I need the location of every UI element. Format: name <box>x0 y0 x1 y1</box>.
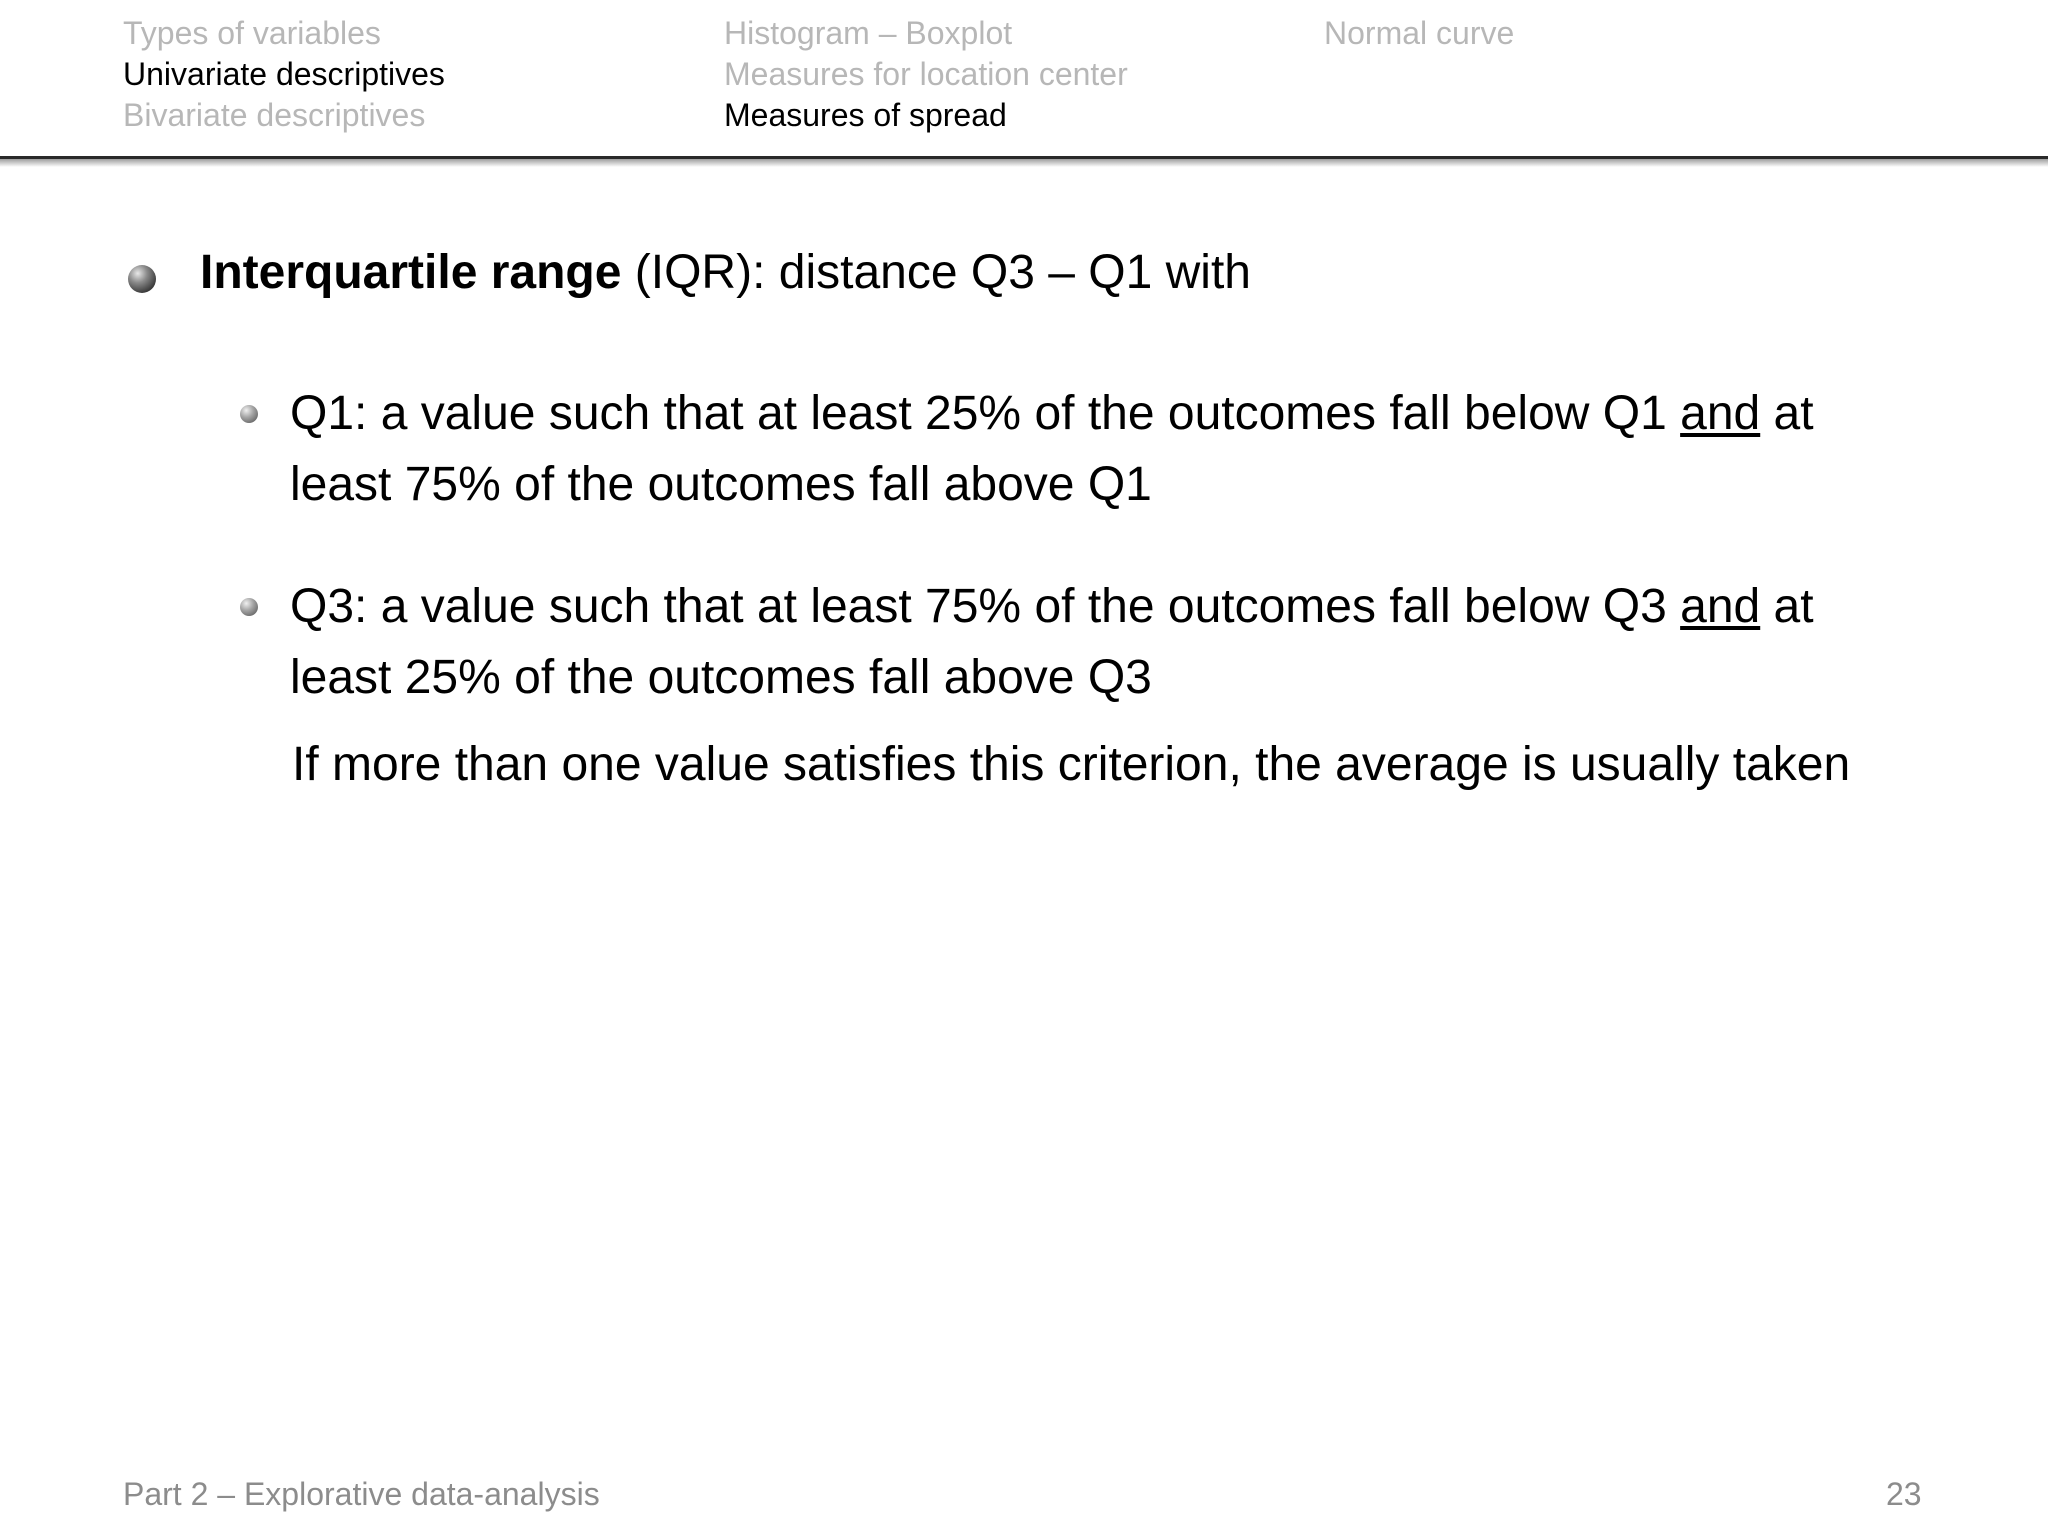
nav-item-measures-location-center[interactable]: Measures for location center <box>724 56 1128 92</box>
sub-bullet-q3-line2: least 25% of the outcomes fall above Q3 <box>290 651 1152 704</box>
sub-bullet-dot-icon <box>240 405 258 423</box>
sub-bullet-q3-text: Q3: a value such that at least 75% of the outcomes fall below Q3 <box>290 580 1681 633</box>
sub-bullet-q3-underlined-and: and <box>1680 580 1761 633</box>
sub-bullet-q1-line2: least 75% of the outcomes fall above Q1 <box>290 458 1152 511</box>
sub-bullet-q3-line1 <box>290 571 1970 642</box>
averaging-note: If more than one value satisfies this criterion, the average is usually taken <box>292 738 1851 791</box>
main-bullet-term: Interquartile range <box>200 246 622 299</box>
main-bullet <box>200 243 1251 303</box>
sub-bullet-q1 <box>290 378 1970 520</box>
main-bullet-text: (IQR): distance Q3 – Q1 with <box>621 246 1251 299</box>
nav-column-3 <box>1324 13 1514 54</box>
nav-item-bivariate-descriptives[interactable]: Bivariate descriptives <box>123 97 426 133</box>
sub-bullet-q1-line1 <box>290 378 1970 449</box>
sub-bullet-q1-text: Q1: a value such that at least 25% of the outcomes fall below Q1 <box>290 387 1681 440</box>
nav-column-1 <box>123 13 445 136</box>
section-navigation <box>0 0 2048 158</box>
sub-bullet-q3-text-end: at <box>1760 580 1814 633</box>
footer-page-number: 23 <box>1886 1476 1922 1512</box>
nav-item-types-of-variables[interactable]: Types of variables <box>123 15 381 51</box>
nav-item-univariate-descriptives[interactable]: Univariate descriptives <box>123 56 445 92</box>
nav-item-measures-of-spread[interactable]: Measures of spread <box>724 97 1007 133</box>
nav-item-normal-curve[interactable]: Normal curve <box>1324 15 1515 51</box>
header-shadow <box>0 159 2048 167</box>
sub-bullet-q3 <box>290 571 1970 713</box>
nav-item-histogram-boxplot[interactable]: Histogram – Boxplot <box>724 15 1013 51</box>
sub-bullet-dot-icon <box>240 598 258 616</box>
sub-bullet-q1-underlined-and: and <box>1680 387 1761 440</box>
sub-bullet-q1-text-end: at <box>1760 387 1814 440</box>
nav-column-2 <box>724 13 1128 136</box>
bullet-sphere-icon <box>128 265 156 293</box>
footer-section-title: Part 2 – Explorative data-analysis <box>123 1476 600 1512</box>
